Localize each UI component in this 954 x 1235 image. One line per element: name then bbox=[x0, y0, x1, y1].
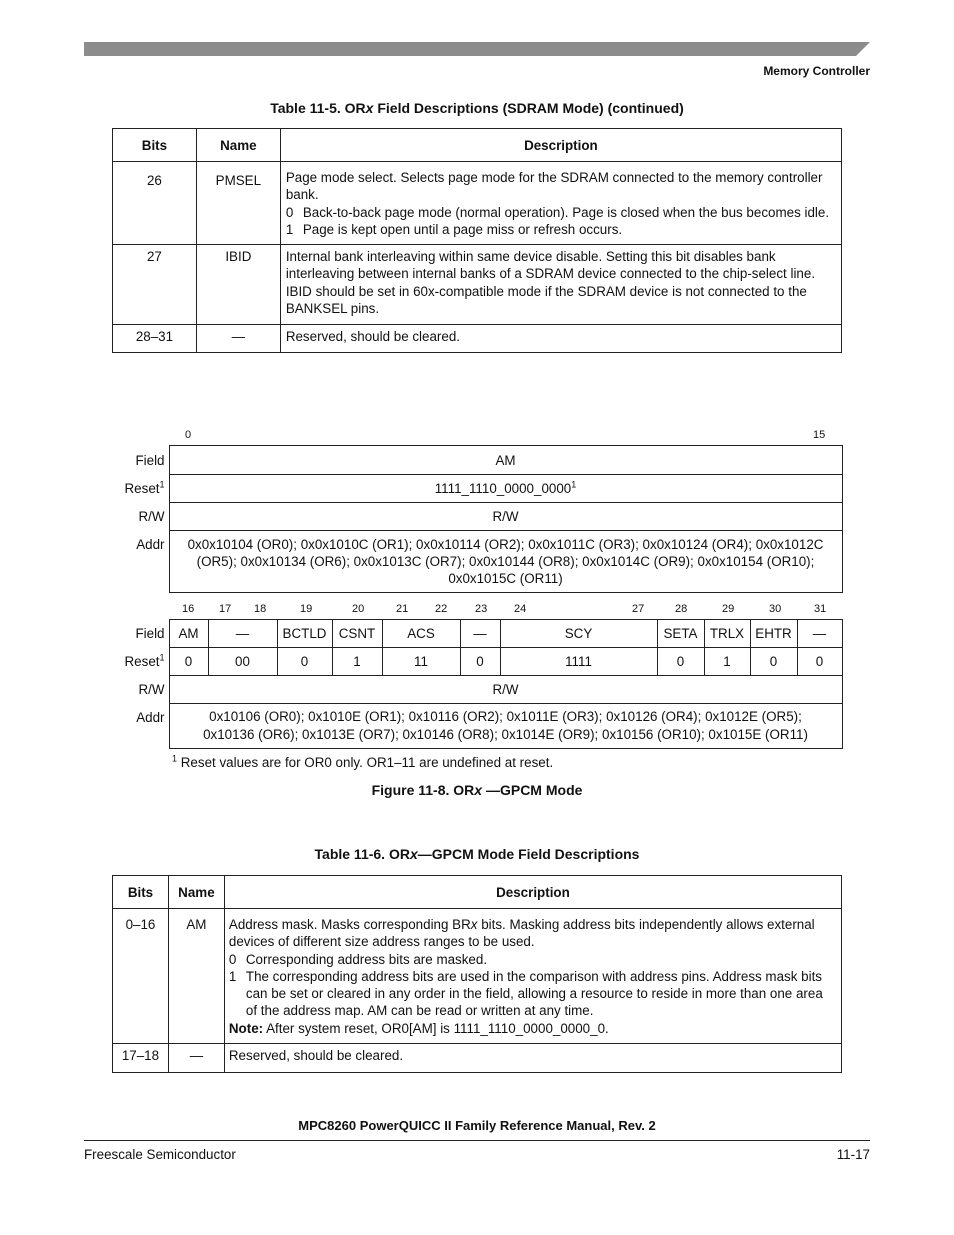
reset-label: Reset$^1$ bbox=[124, 652, 165, 669]
table-row bbox=[113, 245, 842, 325]
addr-label: Addr bbox=[136, 536, 165, 552]
reset-value: 0 bbox=[277, 648, 332, 676]
name-cell: IBID bbox=[196, 245, 280, 325]
reset-value: 1111 bbox=[500, 648, 657, 676]
name-cell: — bbox=[168, 1044, 224, 1073]
field-reserved: — bbox=[208, 620, 277, 648]
field-label: Field bbox=[135, 452, 165, 468]
bit-number: 0 bbox=[185, 429, 192, 441]
page-number: 11-17 bbox=[836, 1147, 870, 1162]
reset-value: 0 bbox=[657, 648, 704, 676]
bit-number: 23 bbox=[475, 603, 488, 615]
table-row bbox=[113, 1044, 842, 1073]
column-header-bits: Bits bbox=[113, 876, 169, 909]
table-row bbox=[113, 909, 842, 1044]
bits-cell: 26 bbox=[113, 162, 197, 245]
note: Note: After system reset, OR0[AM] is 1111_1110_0000_0000_0. bbox=[228, 1020, 609, 1036]
register-upper bbox=[112, 445, 843, 593]
column-header-description: Description bbox=[280, 129, 841, 162]
register-footnote: $^1$ Reset values are for OR0 only. OR1–11 are undefined at reset. bbox=[172, 753, 554, 770]
reset-value: 1 bbox=[704, 648, 750, 676]
bit-number: 27 bbox=[632, 603, 645, 615]
field-label: Field bbox=[135, 626, 165, 641]
description-cell: Page mode select. Selects page mode for the SDRAM connected to the memory controller bank. 0 Back-to-back page mode (normal operation). Page is closed when the bus becomes idle. 1 Page is kept open until a page miss or refresh occurs. bbox=[280, 162, 841, 245]
rw-label: R/W bbox=[138, 682, 165, 697]
column-header-bits: Bits bbox=[113, 129, 197, 162]
reset-value: 00 bbox=[208, 648, 277, 676]
bit-number: 17 bbox=[219, 603, 232, 615]
field-reserved: — bbox=[797, 620, 842, 648]
bit-number: 15 bbox=[813, 429, 826, 441]
bits-cell: 28–31 bbox=[113, 325, 197, 352]
bits-cell: 0–16 bbox=[113, 909, 169, 1044]
description-cell: Reserved, should be cleared. bbox=[224, 1044, 841, 1073]
column-header-name: Name bbox=[168, 876, 224, 909]
column-header-description: Description bbox=[224, 876, 841, 909]
rw-value: R/W bbox=[169, 503, 842, 531]
field-scy: SCY bbox=[500, 620, 657, 648]
table-11-5-caption: Table 11-5. ORx Field Descriptions (SDRAM Mode) (continued) bbox=[270, 100, 684, 116]
table-row bbox=[113, 325, 842, 352]
addr-value: 0x10106 (OR0); 0x1010E (OR1); 0x10116 (OR2); 0x1011E (OR3); 0x10126 (OR4); 0x1012E (OR5); 0x10136 (OR6); 0x1013E (OR7); 0x10146 (OR8); 0x1014E (OR9); 0x10156 (OR10); 0x1015E (OR11) bbox=[169, 704, 842, 749]
reset-value: 0 bbox=[460, 648, 500, 676]
bit-number: 30 bbox=[769, 603, 782, 615]
field-am: AM bbox=[169, 446, 842, 475]
company-name: Freescale Semiconductor bbox=[84, 1147, 236, 1162]
bit-number: 29 bbox=[722, 603, 735, 615]
field-am: AM bbox=[169, 620, 208, 648]
figure-caption: Figure 11-8. ORx —GPCM Mode bbox=[371, 782, 583, 798]
section-title: Memory Controller bbox=[763, 64, 870, 78]
description-cell: Reserved, should be cleared. bbox=[280, 325, 841, 352]
bit-number: 20 bbox=[352, 603, 365, 615]
field-ehtr: EHTR bbox=[750, 620, 797, 648]
reset-value: 0 bbox=[797, 648, 842, 676]
table-11-6 bbox=[112, 875, 842, 1073]
list-item: 1 Page is kept open until a page miss or refresh occurs. bbox=[285, 221, 623, 237]
bit-number: 31 bbox=[814, 603, 827, 615]
bit-number: 28 bbox=[675, 603, 688, 615]
register-lower bbox=[112, 619, 843, 749]
field-bctld: BCTLD bbox=[277, 620, 332, 648]
reset-value: 0 bbox=[750, 648, 797, 676]
bit-number: 21 bbox=[396, 603, 409, 615]
name-cell: AM bbox=[168, 909, 224, 1044]
description-cell: Address mask. Masks corresponding BRx bits. Masking address bits independently allows external devices of different size address ranges to be used. 0 Corresponding address bits are masked. 1 The corresponding address bits are used in the comparison with address pins. Address mask bits can be set or cleared in any order in the field, allowing a resource to reside in more than one area of the address map. AM can be read or written at any time. Note: After system reset, OR0[AM] is 1111_1110_0000_0000_0. bbox=[224, 909, 841, 1044]
name-cell: — bbox=[196, 325, 280, 352]
column-header-name: Name bbox=[196, 129, 280, 162]
addr-label: Addr bbox=[136, 709, 165, 725]
footer-divider bbox=[84, 1140, 870, 1141]
reset-value: 11 bbox=[382, 648, 460, 676]
bit-number: 19 bbox=[300, 603, 313, 615]
field-trlx: TRLX bbox=[704, 620, 750, 648]
bits-cell: 27 bbox=[113, 245, 197, 325]
field-reserved: — bbox=[460, 620, 500, 648]
manual-title: MPC8260 PowerQUICC II Family Reference Manual, Rev. 2 bbox=[298, 1118, 656, 1133]
rw-label: R/W bbox=[138, 509, 165, 524]
header-bar bbox=[84, 42, 870, 56]
table-11-5 bbox=[112, 128, 842, 353]
bit-number: 24 bbox=[514, 603, 527, 615]
bit-number: 16 bbox=[182, 603, 195, 615]
bits-cell: 17–18 bbox=[113, 1044, 169, 1073]
reset-value: 1 bbox=[332, 648, 382, 676]
list-item: 0 Back-to-back page mode (normal operation). Page is closed when the bus becomes idle. bbox=[285, 204, 830, 220]
table-11-6-caption: Table 11-6. ORx—GPCM Mode Field Descriptions bbox=[314, 846, 640, 862]
table-row bbox=[113, 162, 842, 245]
rw-value: R/W bbox=[169, 676, 842, 704]
field-csnt: CSNT bbox=[332, 620, 382, 648]
reset-value: 0 bbox=[169, 648, 208, 676]
description-cell: Internal bank interleaving within same device disable. Setting this bit disables bank interleaving between internal banks of a SDRAM device connected to the chip-select line. IBID should be set in 60x-compatible mode if the SDRAM device is not connected to the BANKSEL pins. bbox=[280, 245, 841, 325]
list-item: 1 The corresponding address bits are used in the comparison with address pins. Address mask bits can be set or cleared in any order in the field, allowing a resource to reside in more than one area of the address map. AM can be read or written at any time. bbox=[228, 968, 823, 1019]
field-seta: SETA bbox=[657, 620, 704, 648]
reset-value: 1111_1110_0000_0000$^1$ bbox=[169, 475, 842, 503]
addr-value: 0x0x10104 (OR0); 0x0x1010C (OR1); 0x0x10114 (OR2); 0x0x1011C (OR3); 0x0x10124 (OR4); 0x0x1012C (OR5); 0x0x10134 (OR6); 0x0x1013C (OR7); 0x0x10144 (OR8); 0x0x1014C (OR9); 0x0x10154 (OR10); 0x0x1015C (OR11) bbox=[169, 531, 842, 593]
bit-number: 22 bbox=[435, 603, 448, 615]
name-cell: PMSEL bbox=[196, 162, 280, 245]
bit-number: 18 bbox=[254, 603, 267, 615]
reset-label: Reset$^1$ bbox=[124, 479, 165, 496]
list-item: 0 Corresponding address bits are masked. bbox=[228, 951, 488, 967]
field-acs: ACS bbox=[382, 620, 460, 648]
